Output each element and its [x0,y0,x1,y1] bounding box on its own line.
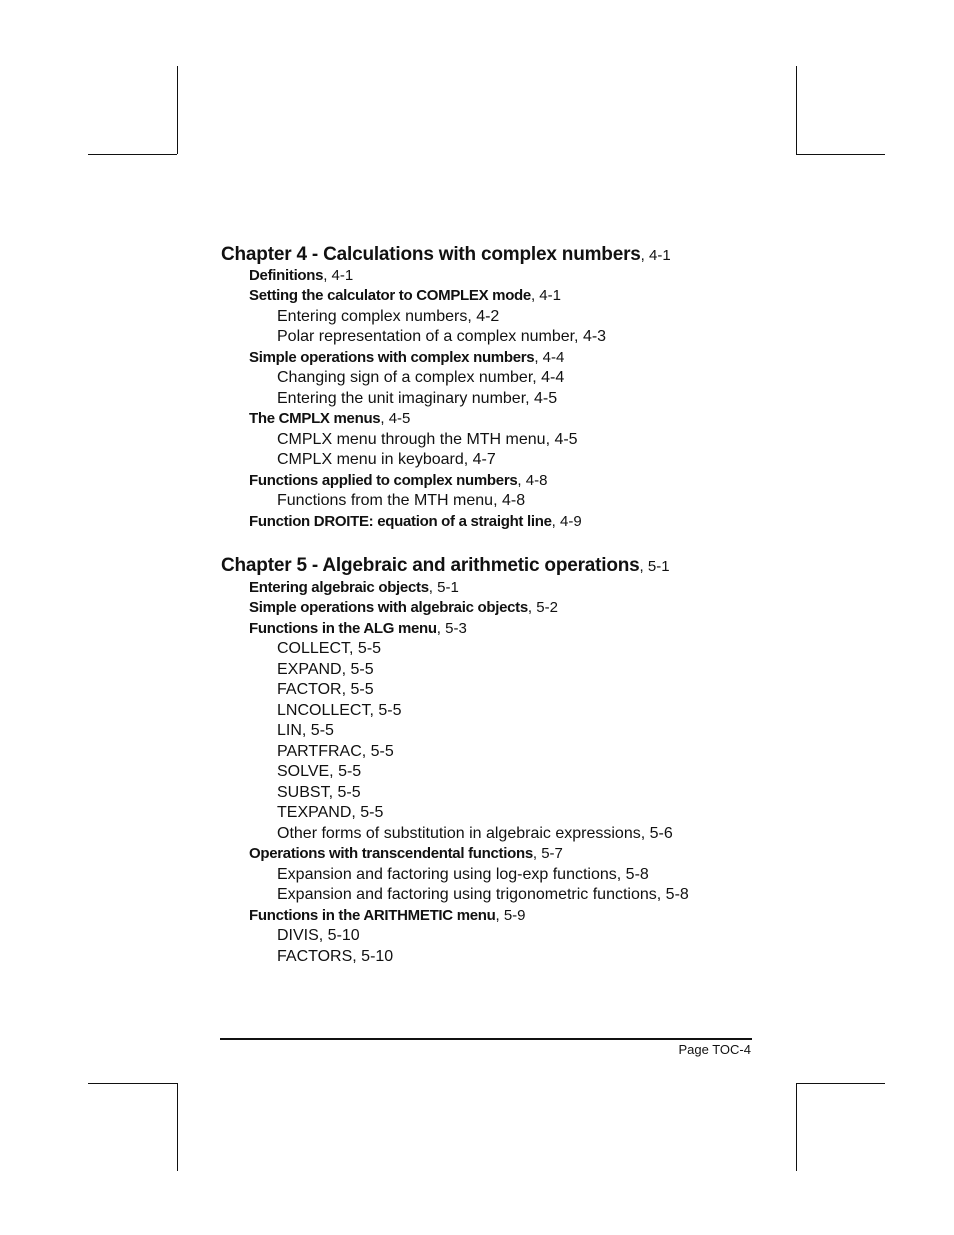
toc-entry-title: Function DROITE: equation of a straight line [249,513,552,530]
toc-subsection-entry[interactable] [277,660,374,680]
toc-entry-title: Other forms of substitution in algebraic expressions, 5-6 [277,825,673,842]
toc-entry-title: FACTORS, 5-10 [277,948,394,965]
toc-subsection-entry[interactable] [277,721,334,741]
toc-subsection-entry[interactable] [277,803,383,823]
toc-subsection-entry[interactable] [277,639,381,659]
toc-entry-title: Functions in the ARITHMETIC menu [249,907,496,924]
toc-entry-title: Entering complex numbers, 4-2 [277,308,500,325]
toc-entry-page: , 5-1 [639,558,670,575]
toc-entry-title: Functions from the MTH menu, 4-8 [277,492,526,509]
footer-rule [220,1038,752,1040]
crop-mark-bottom-left-horizontal [88,1083,177,1084]
toc-entry-page: , 5-9 [495,907,526,924]
toc-subsection-entry[interactable] [277,742,394,762]
crop-mark-bottom-left-vertical [177,1083,178,1171]
toc-entry-page: , 4-1 [323,267,354,284]
toc-entry-title: Simple operations with complex numbers [249,349,535,366]
toc-subsection-entry[interactable] [277,450,496,470]
toc-section-entry[interactable] [249,512,582,532]
crop-mark-top-right-horizontal [796,154,885,155]
toc-entry-title: Entering algebraic objects [249,579,429,596]
toc-subsection-entry[interactable] [277,701,402,721]
toc-entry-title: Expansion and factoring using log-exp functions, 5-8 [277,866,649,883]
toc-entry-title: LIN, 5-5 [277,722,334,739]
toc-section-entry[interactable] [249,409,410,429]
toc-entry-title: Expansion and factoring using trigonometric functions, 5-8 [277,886,689,903]
toc-entry-title: Chapter 4 - Calculations with complex numbers [221,244,641,265]
toc-chapter-heading[interactable] [221,554,670,579]
toc-subsection-entry[interactable] [277,491,525,511]
toc-section-entry[interactable] [249,844,563,864]
toc-entry-page: , 5-3 [436,620,467,637]
toc-entry-title: Polar representation of a complex number, 4-3 [277,328,607,345]
toc-section-entry[interactable] [249,348,564,368]
toc-entry-title: Simple operations with algebraic objects [249,599,528,616]
toc-entry-title: LNCOLLECT, 5-5 [277,702,402,719]
toc-entry-page: , 5-2 [527,599,558,616]
toc-section-entry[interactable] [249,266,353,286]
toc-entry-page: , 4-9 [551,513,582,530]
toc-entry-page: , 4-1 [640,247,671,264]
toc-entry-title: Operations with transcendental functions [249,845,533,862]
crop-mark-bottom-right-vertical [796,1083,797,1171]
crop-mark-top-right-vertical [796,66,797,154]
crop-mark-top-left-horizontal [88,154,177,155]
toc-entry-page: , 4-5 [380,410,411,427]
toc-entry-title: Functions applied to complex numbers [249,472,518,489]
toc-entry-title: SOLVE, 5-5 [277,763,362,780]
toc-entry-title: Definitions [249,267,324,284]
toc-section-entry[interactable] [249,598,558,618]
toc-entry-title: CMPLX menu through the MTH menu, 4-5 [277,431,578,448]
crop-mark-bottom-right-horizontal [796,1083,885,1084]
toc-entry-title: Chapter 5 - Algebraic and arithmetic operations [221,555,640,576]
toc-entry-page: , 4-4 [534,349,565,366]
toc-subsection-entry[interactable] [277,389,557,409]
toc-entry-title: FACTOR, 5-5 [277,681,374,698]
toc-subsection-entry[interactable] [277,885,689,905]
toc-subsection-entry[interactable] [277,865,649,885]
toc-subsection-entry[interactable] [277,824,673,844]
toc-entry-title: CMPLX menu in keyboard, 4-7 [277,451,496,468]
toc-section-entry[interactable] [249,578,459,598]
toc-subsection-entry[interactable] [277,926,360,946]
toc-subsection-entry[interactable] [277,368,564,388]
toc-entry-title: Entering the unit imaginary number, 4-5 [277,390,558,407]
page-number-label: Page TOC-4 [678,1042,751,1057]
toc-entry-title: Functions in the ALG menu [249,620,437,637]
toc-entry-title: DIVIS, 5-10 [277,927,360,944]
toc-entry-page: , 5-1 [428,579,459,596]
toc-entry-title: The CMPLX menus [249,410,381,427]
toc-entry-title: COLLECT, 5-5 [277,640,382,657]
toc-subsection-entry[interactable] [277,783,361,803]
toc-entry-title: Changing sign of a complex number, 4-4 [277,369,565,386]
toc-entry-page: , 4-1 [530,287,561,304]
toc-subsection-entry[interactable] [277,947,393,967]
toc-subsection-entry[interactable] [277,762,361,782]
toc-subsection-entry[interactable] [277,327,606,347]
toc-subsection-entry[interactable] [277,307,499,327]
toc-entry-page: , 5-7 [532,845,563,862]
toc-entry-title: EXPAND, 5-5 [277,661,374,678]
toc-entry-title: PARTFRAC, 5-5 [277,743,394,760]
toc-section-entry[interactable] [249,619,467,639]
toc-subsection-entry[interactable] [277,680,374,700]
toc-entry-title: SUBST, 5-5 [277,784,361,801]
toc-section-entry[interactable] [249,471,547,491]
toc-chapter-heading[interactable] [221,243,671,268]
crop-mark-top-left-vertical [177,66,178,154]
toc-section-entry[interactable] [249,906,526,926]
toc-entry-title: TEXPAND, 5-5 [277,804,384,821]
toc-entry-title: Setting the calculator to COMPLEX mode [249,287,531,304]
toc-entry-page: , 4-8 [517,472,548,489]
toc-subsection-entry[interactable] [277,430,578,450]
toc-section-entry[interactable] [249,286,561,306]
